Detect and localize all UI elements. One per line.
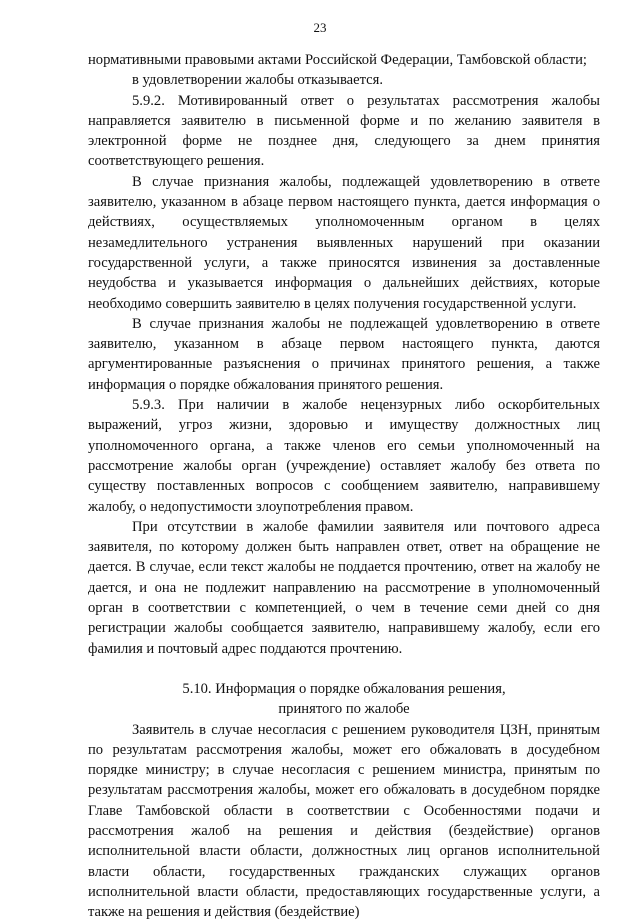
section-heading-5-10 <box>88 679 600 720</box>
section-heading-line-1: 5.10. Информация о порядке обжалования решения, <box>88 679 600 699</box>
paragraph-continuation: нормативными правовыми актами Российской Федерации, Тамбовской области; <box>88 50 600 70</box>
paragraph-complaint-rejected: В случае признания жалобы не подлежащей удовлетворению в ответе заявителю, указанном в абзаце первом настоящего пункта, даются аргументированные разъяснения о причинах принятого решения, а также информация о порядке обжалования принятого решения. <box>88 314 600 395</box>
paragraph-appeal-procedure: Заявитель в случае несогласия с решением руководителя ЦЗН, принятым по результатам рассмотрения жалобы, может его обжаловать в досудебном порядке министру; в случае несогласия с решением министра, принятым по результатам рассмотрения жалобы, может его обжаловать в досудебном порядке Главе Тамбовской области в соответствии с Особенностями подачи и рассмотрения жалоб на решения и действия (бездействие) органов исполнительной власти области, должностных лиц органов исполнительной власти области, государственных гражданских служащих органов исполнительной власти области, предоставляющих государственные услуги, а также на решения и действия (бездействие) <box>88 720 600 922</box>
document-body <box>88 50 600 922</box>
paragraph-5-9-2: 5.9.2. Мотивированный ответ о результатах рассмотрения жалобы направляется заявителю в письменной форме и по желанию заявителя в электронной форме не позднее дня, следующего за днем принятия соответствующего решения. <box>88 91 600 172</box>
page-number: 23 <box>0 20 640 36</box>
paragraph-missing-address: При отсутствии в жалобе фамилии заявителя или почтового адреса заявителя, по которому должен быть направлен ответ, ответ на обращение не дается. В случае, если текст жалобы не поддается прочтению, ответ на жалобу не дается, и она не подлежит направлению на рассмотрение в уполномоченный орган в соответствии с компетенцией, о чем в течение семи дней со дня регистрации жалобы сообщается заявителю, направившему жалобу, если его фамилия и почтовый адрес поддаются прочтению. <box>88 517 600 659</box>
paragraph-complaint-satisfied: В случае признания жалобы, подлежащей удовлетворению в ответе заявителю, указанном в абзаце первом настоящего пункта, дается информация о действиях, осуществляемых уполномоченным органом в целях незамедлительного устранения выявленных нарушений при оказании государственной услуги, а также приносятся извинения за доставленные неудобства и указывается информация о дальнейших действиях, которые необходимо совершить заявителю в целях получения государственной услуги. <box>88 172 600 314</box>
paragraph-5-9-3: 5.9.3. При наличии в жалобе нецензурных либо оскорбительных выражений, угроз жизни, здоровью и имуществу должностных лиц уполномоченного органа, а также членов его семьи уполномоченный на рассмотрение жалобы орган (учреждение) оставляет жалобу без ответа по существу поставленных вопросов с сообщением заявителю, направившему жалобу, о недопустимости злоупотребления правом. <box>88 395 600 517</box>
paragraph-refusal: в удовлетворении жалобы отказывается. <box>88 70 600 90</box>
section-heading-line-2: принятого по жалобе <box>88 699 600 719</box>
